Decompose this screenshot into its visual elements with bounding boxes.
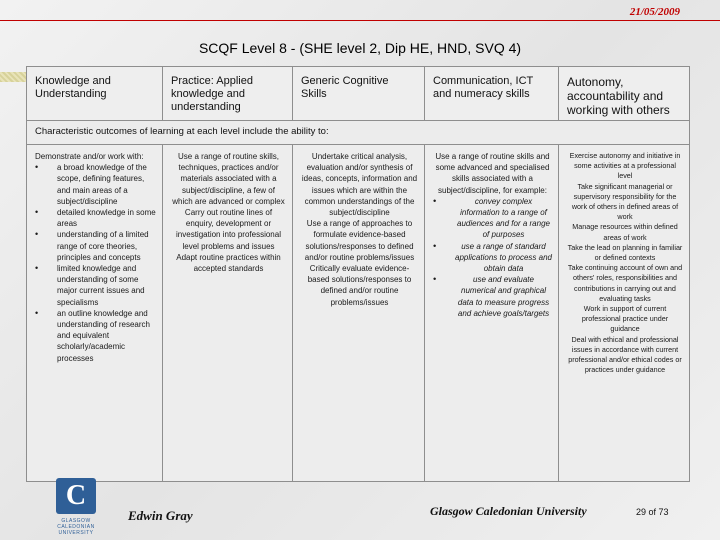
- cell-communication: [425, 145, 559, 481]
- communication-bullet: • use a range of standard applications to process and obtain data: [433, 241, 552, 275]
- cell-cognitive: [293, 145, 425, 481]
- characteristic-outcomes-row: Characteristic outcomes of learning at each level include the ability to:: [27, 121, 689, 145]
- logo-letter: C: [65, 480, 87, 511]
- cognitive-item: Critically evaluate evidence-based solutions/responses to defined and/or routine problems/issues: [307, 264, 412, 307]
- top-divider: [0, 20, 720, 21]
- autonomy-item: Take the lead on planning in familiar or defined contexts: [567, 242, 683, 263]
- university-logo: [48, 476, 104, 536]
- footer-author: Edwin Gray: [128, 508, 193, 523]
- scqf-table: [26, 66, 690, 482]
- header-practice: Practice: Applied knowledge and understanding: [163, 67, 293, 121]
- knowledge-bullet: • limited knowledge and understanding of some major current issues and specialisms: [35, 263, 156, 308]
- autonomy-item: Take continuing account of own and others' roles, responsibilities and contributions in carrying out and evaluating tasks: [567, 263, 683, 303]
- date-stamp: 21/05/2009: [629, 6, 680, 18]
- cell-knowledge: [27, 145, 163, 481]
- communication-bullet: • convey complex information to a range of audiences and for a range of purposes: [433, 196, 552, 241]
- autonomy-item: Deal with ethical and professional issues in accordance with current professional and/or ethical codes or practices under guidance: [568, 334, 682, 375]
- header-autonomy: Autonomy, accountability and working with others: [559, 67, 689, 121]
- cell-practice: [163, 145, 293, 481]
- footer-institution: Glasgow Caledonian University: [430, 504, 587, 518]
- cognitive-item: Undertake critical analysis, evaluation and/or synthesis of ideas, concepts, information and issues which are within the common understandings of the subject/discipline: [301, 152, 418, 218]
- header-cognitive: Generic Cognitive Skills: [293, 67, 425, 121]
- header-communication: Communication, ICT and numeracy skills: [425, 67, 559, 121]
- autonomy-item: Take significant managerial or supervisory responsibility for the work of others in defined areas of work: [571, 181, 679, 222]
- cognitive-item: Use a range of approaches to formulate evidence-based solutions/responses to defined and/or routine problems/issues: [304, 219, 415, 262]
- practice-item: Adapt routine practices within accepted standards: [176, 252, 281, 274]
- knowledge-bullet: • detailed knowledge in some areas: [35, 207, 156, 229]
- autonomy-item: Manage resources within defined areas of work: [572, 222, 678, 242]
- practice-item: Use a range of routine skills, techniques, practices and/or materials associated with a subject/discipline, a few of which are advanced or complex: [172, 152, 285, 206]
- slide-title: SCQF Level 8 - (SHE level 2, Dip HE, HND, SVQ 4): [198, 40, 522, 56]
- knowledge-bullet: • a broad knowledge of the scope, defining features, and main areas of a subject/discipline: [35, 162, 156, 207]
- cell-autonomy: [559, 145, 689, 481]
- communication-intro: Use a range of routine skills and some advanced and specialised skills associated with a subject/discipline, for example:: [435, 152, 550, 195]
- knowledge-bullet: • an outline knowledge and understanding of research and equivalent scholarly/academic processes: [35, 308, 156, 364]
- practice-item: Carry out routine lines of enquiry, development or investigation into professional level problems and issues: [176, 208, 281, 251]
- knowledge-bullet: • understanding of a limited range of core theories, principles and concepts: [35, 229, 156, 263]
- header-knowledge: Knowledge and Understanding: [27, 67, 163, 121]
- communication-bullet: • use and evaluate numerical and graphical data to measure progress and achieve goals/targets: [433, 274, 552, 319]
- decorative-marker: [0, 72, 26, 82]
- knowledge-intro: Demonstrate and/or work with:: [35, 152, 144, 161]
- page-number: 29 of 73: [636, 507, 669, 517]
- autonomy-item: Exercise autonomy and initiative in some activities at a professional level: [569, 151, 681, 181]
- logo-wordmark: GLASGOW CALEDONIAN UNIVERSITY: [57, 518, 95, 536]
- autonomy-item: Work in support of current professional practice under guidance: [581, 304, 669, 334]
